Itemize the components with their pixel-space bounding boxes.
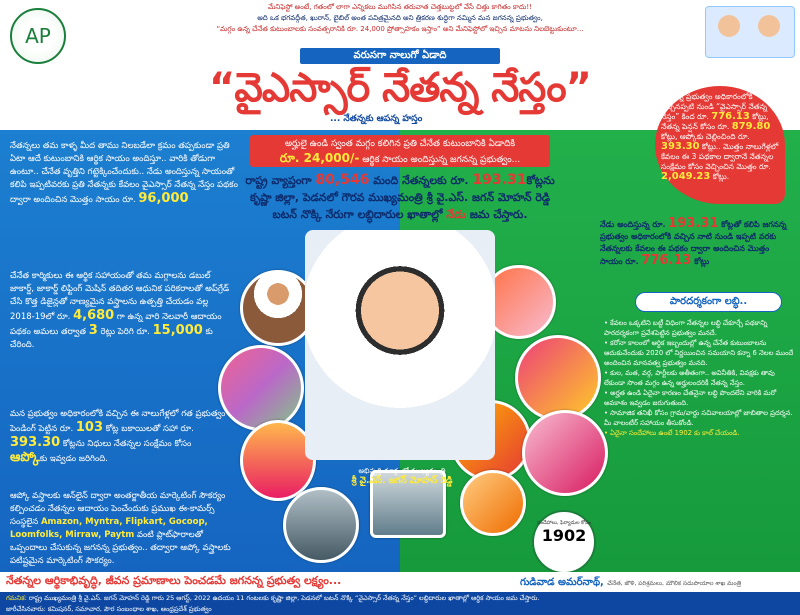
announce-text: బటన్ నొక్కి నేరుగా లబ్ధిదారుల ఖాతాల్లో xyxy=(272,208,443,221)
apco-name: ఆప్కో xyxy=(10,450,40,465)
today-word: నేడు xyxy=(446,208,466,221)
list-item: • కరోనా కాలంలో ఆర్థిక ఇబ్బందుల్లో ఉన్న చేనేత కుటుంబాలను ఆదుకునేందుకు 2020 లో నిర్ణయించిన సమయాని కన్నా 6 నెలల ముందే అందించిన మానవత్వ ప్రభుత్వం మనది. xyxy=(604,339,794,367)
minister-role: చేనేత, జౌళి, పరిశ్రమలు, మౌలిక సదుపాయాల శాఖ మంత్రి xyxy=(607,580,742,587)
left-p2-amount-1: 4,680 xyxy=(73,308,115,323)
callout-text: కోట్లు, ఆప్కోకు చెల్లించింది రూ. xyxy=(661,132,750,141)
footer-line-2: జారీచేసినవారు: కమిషనర్, సమాచార, పౌర సంబంధాల శాఖ, ఆంధ్రప్రదేశ్ ప్రభుత్వం xyxy=(6,605,212,613)
announce-text: మంది నేతన్నలకు రూ. xyxy=(373,174,469,187)
left-p3-text: కోట్లను నిధులు నేతన్నల సంక్షేమం కోసం xyxy=(62,439,192,449)
helpline-number: 1902 xyxy=(541,526,587,545)
left-paragraph-4 xyxy=(10,490,240,568)
callout-amount-2: 879.80 xyxy=(731,121,771,132)
right-summary xyxy=(600,218,790,268)
release-amount: 193.31 xyxy=(472,172,527,188)
left-p2-mid2: రెట్లు పెరిగి రూ. xyxy=(100,327,150,337)
left-p3-text: కోట్ల బకాయిలతో సహా రూ. xyxy=(105,424,194,434)
right-summary-text: కోట్లతో కలిపి జగనన్న ప్రభుత్వం అధికారంలోకి వచ్చిన నాటి నుండి ఇప్పటి వరకు నేతన్నలకు కేవలం ఈ పథకం ద్వారా అందించిన మొత్తం సాయం రూ. xyxy=(600,220,787,266)
announcement-paragraph xyxy=(205,172,595,223)
scheme-title: “వైఎస్సార్ నేతన్న నేస్తం” xyxy=(209,65,591,111)
chief-minister-portrait xyxy=(305,230,495,460)
list-item: • సామాజిక తనిఖీ కోసం గ్రామ/వార్డు సచివాలయాల్లో జాబితాల ప్రదర్శన. మీ వాలంటీర్ సహాయం తీసుకోండి. xyxy=(604,409,793,427)
footer-note xyxy=(0,592,800,615)
list-item: • కుల, మత, వర్గ, పార్టీలకు అతీతంగా.. అవినీతికి, వివక్షకు తావు లేకుండా సొంత మగ్గం ఉన్న అర్హులందరికీ నేతన్న నేస్తం. xyxy=(604,369,775,387)
left-p4-text: ఆప్కో వస్త్రాలకు ఆన్‌లైన్ ద్వారా అంతర్జాతీయ మార్కెటింగ్ సౌకర్యం కల్పించడం నేతన్నల ఆదాయం పెంచేందుకు ప్రముఖ ఈ-కామర్స్ సంస్థలైన xyxy=(10,491,226,527)
cm-name: శ్రీ వై.ఎస్. జగన్ మోహన్ రెడ్డి xyxy=(351,476,453,486)
left-p2-mid: గా ఉన్న వారి నెలవారీ ఆదాయం పథకం అమలు తర్వాత xyxy=(10,312,222,337)
totals-callout xyxy=(655,86,785,204)
header-line-2: అది ఒక భగవద్గీత, ఖురాన్, బైబిల్ అంత పవిత్రమైనది అని త్రికరణ శుద్ధిగా నమ్మిన మన జగనన్న ప్రభుత్వం, xyxy=(257,14,543,22)
list-item: • అర్హత ఉండి ఏదైనా కారణం చేతనైనా లబ్ధి పొందలేని వారికి మరో అవకాశం ఇవ్వడం జరుగుతుంది. xyxy=(604,389,777,407)
left-p1-amount: 96,000 xyxy=(138,191,189,206)
list-item: • ఏదైనా సందేహాలు ఉంటే 1902 కు కాల్ చేయండి. xyxy=(604,429,740,437)
right-summary-amount-1: 193.31 xyxy=(668,216,719,231)
eligibility-box xyxy=(250,135,550,167)
list-item: • కేవలం ఒక్కటిని బట్టీ విధింగా నేతన్నల లబ్ధి చేకూర్చే పథకాన్ని పారదర్శకంగా ప్రవేశపెట్టిన ప్రభుత్వం మనదే. xyxy=(604,319,768,337)
minister-name: గుడివాడ అమర్‌నాథ్, xyxy=(520,577,604,588)
callout-amount-3: 393.30 xyxy=(661,141,700,152)
left-p3-text: కు ఇవ్వడం జరిగింది. xyxy=(39,454,108,464)
cm-caption-text: అభివృద్ధి మార్గంలో ముఖ్యమంత్రి xyxy=(358,467,446,475)
ecommerce-brands: Amazon, Myntra, Flipkart, Gocoop, Loomfolks, Mirraw, Paytm xyxy=(10,517,208,540)
left-p3-amount-2: 393.30 xyxy=(10,435,61,450)
weaver-photo-9 xyxy=(522,410,608,496)
weaver-photo-7 xyxy=(515,335,601,421)
left-p2-end: కు చేరింది. xyxy=(10,327,213,350)
helpline-badge xyxy=(532,510,596,574)
eligibility-text-2: ఆర్థిక సాయం అందిస్తున్న జగనన్న ప్రభుత్వం... xyxy=(362,155,521,165)
cm-thumbnail-photo xyxy=(705,6,795,58)
left-paragraph-2 xyxy=(10,270,230,352)
left-paragraph-3 xyxy=(10,408,230,466)
right-summary-text: నేడు అందిస్తున్న రూ. xyxy=(600,220,666,229)
scheme-subtitle: ... నేతన్నకు ఆపన్న హస్తం xyxy=(330,114,423,124)
left-paragraph-1 xyxy=(10,140,245,207)
callout-text: జగనన్న ప్రభుత్వం అధికారంలోకి వచ్చినప్పటి నుండి “వైఎస్సార్ నేతన్న నేస్తం” కింద రూ. xyxy=(661,92,768,121)
announce-line-2: కృష్ణా జిల్లా, పెడనలో గౌరవ ముఖ్యమంత్రి శ్రీ వై.ఎస్. జగన్ మోహన్ రెడ్డి xyxy=(249,191,551,204)
cm-caption xyxy=(322,466,482,486)
weaver-photo-5 xyxy=(283,487,359,563)
left-p2-times: 3 xyxy=(88,323,98,338)
header-line-3: “మగ్గం ఉన్న చేనేత కుటుంబాలకు సంవత్సరానికి రూ. 24,000 ప్రోత్సాహకం ఇస్తాం” అని మేనిఫెస్టోలో ఇచ్చిన మాటను నిలబెట్టుకుంటూ... xyxy=(216,25,584,33)
left-p3-amount-1: 103 xyxy=(75,420,104,435)
face-icon xyxy=(758,15,780,37)
right-summary-text: కోట్లు xyxy=(694,257,710,266)
announce-text: రాష్ట్ర వ్యాప్తంగా xyxy=(245,174,312,187)
helpline-caption: సందేహాలు, ఫిర్యాదుల కోసం xyxy=(536,520,592,526)
face-icon xyxy=(718,15,740,37)
left-p2-amount-2: 15,000 xyxy=(152,323,203,338)
eligibility-text-1: అర్హులై ఉండి స్వంత మగ్గం కలిగిన ప్రతి చేనేత కుటుంబానికి ఏడాదికి xyxy=(284,139,516,149)
callout-text: కోట్లు, నేతన్న పెన్షన్ కోసం రూ. xyxy=(661,112,769,131)
left-p3-text: మన ప్రభుత్వం అధికారంలోకి వచ్చిన ఈ నాలుగేళ్లలో గత ప్రభుత్వం పెండింగ్ పెట్టిన రూ. xyxy=(10,409,226,434)
header-line-1: మేనిఫెస్టో అంటే, గతంలో లాగా ఎన్నికలు ముగిసిన తరువాత చెత్తబుట్టలో వేసే చిత్తు కాగితం కాదు!! xyxy=(268,3,532,11)
beneficiary-count: 80,546 xyxy=(315,172,370,188)
annual-amount: రూ. 24,000/- xyxy=(279,151,360,165)
announce-text: కోట్లను xyxy=(526,174,555,187)
mission-statement: నేతన్నల ఆర్థికాభివృద్ధి, జీవన ప్రమాణాలు పెంచడమే జగనన్న ప్రభుత్వ లక్ష్యం... xyxy=(6,574,342,587)
left-p2-text: చేనేత కార్మికులు ఈ ఆర్థిక సహాయంతో తమ మగ్గాలను డబుల్ జాకార్డ్, జాకార్డ్ లిఫ్టింగ్ మెషిన్ తదితర ఆధునిక పరికరాలతో అప్‌గ్రేడ్ చేసి కొత్త డిజైన్లతో నాణ్యమైన వస్త్రాలను ఉత్పత్తి చేయడం వల్ల 2018-19లో రూ. xyxy=(10,271,230,322)
callout-text: కోట్లు. xyxy=(712,172,730,181)
government-emblem-icon xyxy=(10,8,66,64)
callout-text: కోట్లు.. మొత్తం నాలుగేళ్లలో కేవలం ఈ 3 పథకాల ద్వారానే నేతన్నల సంక్షేమం కోసం వెచ్చించిన మొత్తం రూ. xyxy=(661,142,779,171)
announce-text: జమ చేస్తారు. xyxy=(469,208,528,221)
right-summary-amount-2: 776.13 xyxy=(641,253,692,268)
footer-label: గమనిక: xyxy=(6,594,27,602)
left-p1-text: నేతన్నలు తమ కాళ్ళ మీద తాము నిలబడేలా క్రమం తప్పకుండా ప్రతి ఏటా ఆదే కుటుంబానికి ఆర్థిక సాయం అందిస్తూ.. వారికి తోడుగా ఉంటూ.. చేనేత వృత్తిని గట్టెక్కించేందుకు.. నేడు అందిస్తున్న సాయంతో కలిపి ఇప్పటివరకు ప్రతి నేతన్నకు కేవలం వైఎస్సార్ నేతన్న నేస్తం పథకం ద్వారా అందించిన మొత్తం సాయం రూ. xyxy=(10,141,238,205)
weaver-photo-2 xyxy=(218,345,304,431)
footer-line-1: రాష్ట్ర ముఖ్యమంత్రి శ్రీ వై.ఎస్. జగన్ మోహన్ రెడ్డి గారు 25 ఆగస్ట్, 2022 ఉదయం 11 గంటలకు కృష్ణా జిల్లా, పెడనలో బటన్ నొక్కి “వైఎస్సార్ నేతన్న నేస్తం” లబ్ధిదారుల ఖాతాల్లో ఆర్థిక సాయం జమ చేస్తారు. xyxy=(28,594,540,602)
year-ribbon: వరుసగా నాలుగో ఏడాది xyxy=(300,48,500,64)
minister-signature xyxy=(520,576,741,590)
callout-amount-1: 776.13 xyxy=(711,111,750,122)
left-p4-end: వంటి ప్లాట్‌ఫారాలతో ఒప్పందాలు చేసుకున్న జగనన్న ప్రభుత్వం.. తద్వారా ఆప్కో వస్త్రాలకు పటిష్టమైన మార్కెటింగ్ సౌకర్యం. xyxy=(10,530,231,566)
callout-amount-4: 2,049.23 xyxy=(661,171,711,182)
emblem-label: AP xyxy=(25,24,51,48)
transparency-heading: పారదర్శకంగా లబ్ధి.. xyxy=(635,292,782,312)
transparency-list xyxy=(604,318,794,438)
